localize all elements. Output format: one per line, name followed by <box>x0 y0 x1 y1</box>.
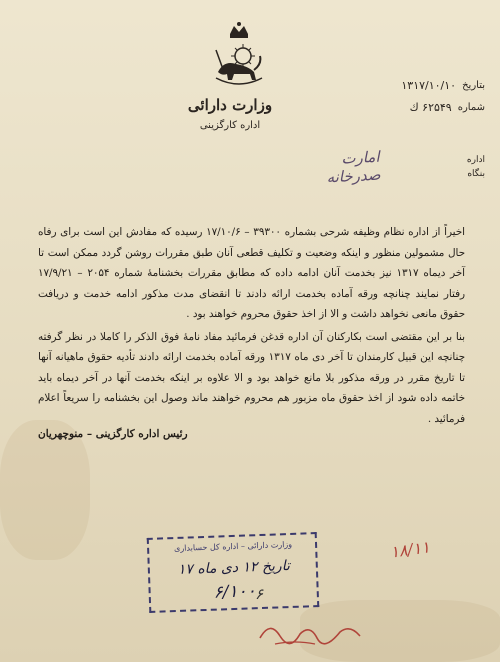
lion-and-sun-emblem-icon <box>210 20 268 88</box>
stamp-header: وزارت دارائی – اداره کل حسابداری <box>173 539 293 554</box>
number-value: ۶۲۵۴۹ ك <box>409 100 452 114</box>
ministry-title: وزارت دارائی <box>187 96 273 114</box>
signature-line: رئیس اداره کارگزینی – منوچهریان <box>38 428 188 440</box>
office-label: اداره <box>466 155 485 165</box>
body-paragraph-2: بنا بر این مقتضی است بکارکنان آن اداره قدغن فرمائید مفاد نامهٔ فوق الذکر را کاملا در نظر گرفته چنانچه این قبیل کارمندان تا آخر دی ماه ۱۳۱۷ ورقه آماده بخدمت ارائه دادند تأدیه حقوق ماهیانه آنها تا تاریخ مقرر در ورقه مذکور بلا مانع خواهد بود و الا علاوه بر اینکه بخدمت آنها در آخر دیماه باید خاتمه داده شود از اخذ حقوق ماه مزبور هم محروم خواهند ماند وصول این بخشنامه را سریعاً اعلام فرمائید . <box>38 330 465 425</box>
red-handwritten-note: ۱۸/۱۱ <box>388 537 432 562</box>
stamp-number: ۶/۱۰۰ <box>213 581 257 603</box>
handwritten-addressee: امارت صدرخانه <box>326 147 381 187</box>
date-label: بتاریخ <box>462 79 485 91</box>
letter-meta <box>355 74 485 118</box>
department-title: اداره کارگزینی <box>199 120 261 131</box>
number-row <box>355 96 485 118</box>
paper-stain <box>0 420 90 560</box>
red-scribble-icon <box>255 610 365 650</box>
stamp-date: تاریخ ۱۲ دی ماه ۱۷ <box>177 558 291 578</box>
date-row <box>355 74 485 96</box>
number-label: شماره <box>457 101 485 113</box>
receipt-stamp <box>147 532 320 613</box>
bank-label: بنگاه <box>467 169 485 179</box>
date-value: ۱۳۱۷/۱۰/۱۰ <box>401 78 457 92</box>
addressee-block <box>380 155 485 183</box>
handwritten-number: ۶ <box>255 585 264 603</box>
body-paragraph-1: اخیراً از اداره نظام وظیفه شرحی بشماره ۳۹۳۰۰ – ۱۷/۱۰/۶ رسیده که مفادش این است برای رفاه حال مشمولین منظور و اینکه وضعیت و تکلیف قطعی آنان طبق مقررات روشن گردد ممکن است تا آخر دیماه ۱۳۱۷ نیز بخدمت آنان ادامه داده که مطابق مقررات بخشنامهٔ شماره ۲۰۵۴ – ۱۷/۹/۲۱ رفتار نمایند چنانچه ورقه آماده بخدمت ارائه دادند تا انقضای مدت مذکور ادامه خدمت و دریافت حقوق مانعی نخواهد داشت و الا از اخذ حقوق محروم خواهند بود . <box>38 226 466 320</box>
letter-body <box>38 222 465 429</box>
